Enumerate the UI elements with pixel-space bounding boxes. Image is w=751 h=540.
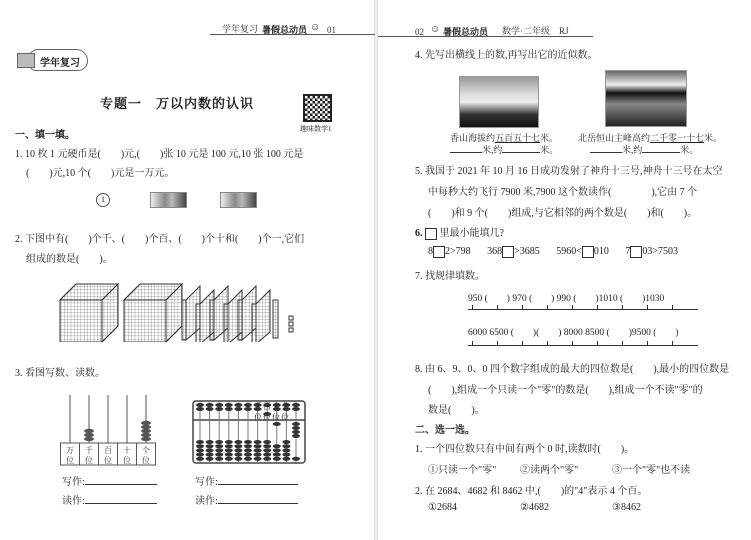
abacus-bead [234, 444, 242, 448]
abacus-bead [282, 440, 290, 444]
number-row-2: 6000 6500 ( )( ) 8000 8500 ( )9500 ( ) [468, 328, 679, 338]
abacus-bead [215, 448, 223, 452]
badge-label: 学年复习 [40, 58, 80, 69]
abacus-bead [254, 457, 262, 461]
q5-line1: 5. 我国于 2021 年 10 月 16 日成功发射了神舟十三号,神舟十三号在太空 [415, 166, 723, 177]
svg-text:位: 位 [142, 456, 150, 465]
abacus-bead [263, 453, 271, 457]
abacus-bead [282, 444, 290, 448]
tick-mark [672, 305, 673, 309]
abacus-bead [141, 437, 151, 441]
abacus-bead [234, 453, 242, 457]
q8-line2: ( ),组成一个只读一个"零"的数是( ),组成一个不读"零"的 [428, 385, 703, 396]
abacus-bead [263, 448, 271, 452]
abacus-bead [225, 457, 233, 461]
write-label-2: 写作: [195, 473, 298, 488]
abacus-bead [215, 403, 223, 407]
c1-option-1[interactable]: ①只读一个"零" [428, 465, 497, 476]
tick-mark [622, 341, 623, 345]
unit-cube [289, 316, 293, 320]
unit-cube [289, 322, 293, 326]
page-number: 02 [415, 27, 424, 37]
abacus-place-labels: 千百十个 位位位位 [254, 402, 290, 422]
header-subject: 数学·二年级 RJ [502, 26, 569, 36]
c2-option-2[interactable]: ②4682 [520, 502, 549, 513]
abacus-bead [234, 440, 242, 444]
photo2-caption: 北岳恒山主峰高约二千零一十七米。 [578, 133, 723, 143]
abacus-bead [273, 453, 281, 457]
q6-line: 6. 里最小能填几? [415, 228, 504, 239]
coin-icon: 1 [96, 193, 110, 207]
svg-text:位: 位 [123, 456, 131, 465]
qr-code[interactable] [303, 94, 332, 122]
header-brand: 暑假总动员 [443, 28, 489, 38]
photo-hengshan [605, 70, 687, 127]
photo1-blanks: 米,约 米。 [450, 143, 558, 156]
abacus-bead [84, 433, 94, 437]
abacus-bead [215, 453, 223, 457]
abacus-bead [215, 407, 223, 411]
abacus-bead [215, 444, 223, 448]
abacus-bead [141, 425, 151, 429]
tick-mark [572, 341, 573, 345]
abacus-bead [206, 440, 214, 444]
place-label: 个 [142, 446, 150, 455]
abacus-bead [84, 429, 94, 433]
hundred-flats [182, 286, 270, 342]
header-brand: 暑假总动员 [262, 26, 308, 36]
abacus-bead [234, 407, 242, 411]
read-label-2: 读作: [195, 492, 298, 507]
abacus-bead [234, 448, 242, 452]
q8-line3: 数是( )。 [428, 405, 485, 416]
q5-line3: ( )和 9 个( )组成,与它相邻的两个数是( )和( )。 [428, 208, 698, 219]
thousand-cube [60, 284, 118, 342]
tick-mark [597, 305, 598, 309]
place-label: 十 [123, 446, 131, 455]
header-section: 学年复习 [222, 24, 259, 34]
part-heading-fill: 一、填一填。 [15, 130, 75, 141]
tick-mark [497, 341, 498, 345]
abacus-bead [206, 448, 214, 452]
ten-rod [273, 300, 278, 338]
abacus-bead [196, 444, 204, 448]
abacus-bead [141, 429, 151, 433]
c2-line: 2. 在 2684、4682 和 8462 中,( )的"4"表示 4 个百。 [415, 486, 648, 497]
number-line-1 [468, 309, 698, 310]
abacus-bead [206, 407, 214, 411]
c1-option-2[interactable]: ②读两个"零" [520, 465, 579, 476]
qr-caption: 趣味数学1 [300, 125, 332, 133]
abacus-bead [234, 403, 242, 407]
part-heading-choose: 二、选一选。 [415, 425, 475, 436]
q8-line1: 8. 由 6、9、0、0 四个数字组成的最大的四位数是( ),最小的四位数是 [415, 364, 730, 375]
tick-mark [672, 341, 673, 345]
q6-item: 8 2>798 [428, 246, 471, 258]
section-badge [14, 47, 90, 73]
abacus-bead [244, 444, 252, 448]
abacus-bead [206, 457, 214, 461]
photo1-caption: 香山海拔约五百五十七米。 [450, 133, 559, 143]
abacus-bead [254, 440, 262, 444]
number-line-2 [468, 345, 698, 346]
q6-item: 5960< 010 [556, 246, 609, 258]
book-icon [17, 53, 35, 68]
cartoon-icon: ☺ [310, 22, 321, 33]
abacus-bead [225, 453, 233, 457]
tick-mark [622, 305, 623, 309]
abacus-bead [206, 403, 214, 407]
abacus-bead [196, 457, 204, 461]
banknote-100-image [220, 192, 257, 208]
abacus-bead [225, 444, 233, 448]
tick-mark [497, 305, 498, 309]
tick-mark [572, 305, 573, 309]
q6-item: 368 >3685 [487, 246, 540, 258]
page-number: 01 [327, 25, 336, 35]
number-row-1: 950 ( ) 970 ( ) 990 ( )1010 ( )1030 [468, 294, 665, 304]
abacus-bead [215, 440, 223, 444]
abacus-bead [196, 440, 204, 444]
banknote-10-image [150, 192, 187, 208]
tick-mark [547, 305, 548, 309]
tick-mark [547, 341, 548, 345]
abacus-bead [196, 453, 204, 457]
page-gutter [374, 0, 378, 540]
read-label-1: 读作: [62, 492, 157, 507]
abacus-bead [234, 457, 242, 461]
c1-line: 1. 一个四位数只有中间有两个 0 时,读数时( )。 [415, 444, 635, 455]
tick-mark [597, 341, 598, 345]
abacus-bead [244, 403, 252, 407]
tick-mark [522, 341, 523, 345]
abacus-bead [282, 453, 290, 457]
unit-cube [289, 328, 293, 332]
c2-option-1[interactable]: ①2684 [428, 502, 457, 513]
cartoon-icon: ☺ [430, 24, 441, 35]
abacus-bead [141, 433, 151, 437]
abacus-bead [292, 434, 300, 438]
q1-line2: ( )元,10 个( )元是一万元。 [26, 168, 175, 179]
page-title: 专题一 万以内数的认识 [100, 97, 255, 112]
abacus-bead [254, 444, 262, 448]
photo-xiangshan [459, 76, 539, 128]
q4-line: 4. 先写出横线上的数,再写出它的近似数。 [415, 50, 598, 61]
c1-option-3[interactable]: ③一个"零"也不读 [612, 465, 691, 476]
svg-text:位: 位 [85, 456, 93, 465]
abacus-bead [225, 403, 233, 407]
abacus-bead [273, 444, 281, 448]
q6-item: 7 03>7503 [625, 246, 679, 258]
abacus-bead [244, 453, 252, 457]
abacus-bead [215, 457, 223, 461]
abacus-simple [60, 395, 160, 467]
tick-mark [472, 341, 473, 345]
abacus-bead [141, 421, 151, 425]
abacus-bead [84, 437, 94, 441]
abacus-bead [196, 407, 204, 411]
tick-mark [647, 341, 648, 345]
abacus-bead [225, 440, 233, 444]
q7-line: 7. 找规律填数。 [415, 271, 485, 282]
q5-line2: 中每秒大约飞行 7900 米,7900 这个数读作( ),它由 7 个 [428, 187, 698, 198]
abacus-bead [292, 407, 300, 411]
abacus-bead [244, 407, 252, 411]
abacus-bead [273, 457, 281, 461]
place-label: 万 [66, 446, 74, 455]
abacus-bead [206, 444, 214, 448]
abacus-bead [292, 457, 300, 461]
q3-line: 3. 看图写数、读数。 [15, 368, 105, 379]
abacus-bead [196, 448, 204, 452]
q2-line2: 组成的数是( )。 [26, 254, 113, 265]
abacus-bead [254, 448, 262, 452]
photo2-blanks: 米,约 米。 [590, 143, 698, 156]
abacus-bead [263, 444, 271, 448]
abacus-bead [292, 422, 300, 426]
abacus-bead [263, 457, 271, 461]
tick-mark [522, 305, 523, 309]
abacus-bead [273, 448, 281, 452]
abacus-bead [244, 448, 252, 452]
abacus-bead [292, 426, 300, 430]
abacus-bead [292, 430, 300, 434]
thousand-cube [124, 284, 182, 342]
base-ten-blocks [58, 280, 298, 342]
abacus-bead [225, 448, 233, 452]
abacus-bead [254, 453, 262, 457]
abacus-bead [282, 457, 290, 461]
q6-items [428, 246, 678, 258]
tick-mark [647, 305, 648, 309]
q2-line1: 2. 下图中有( )个千、( )个百、( )个十和( )个一,它们 [15, 234, 305, 245]
abacus-bead [244, 440, 252, 444]
abacus-bead [244, 457, 252, 461]
tick-mark [472, 305, 473, 309]
abacus-bead [263, 440, 271, 444]
abacus-bead [282, 448, 290, 452]
place-label: 百 [104, 446, 112, 455]
abacus-bead [225, 407, 233, 411]
c2-option-3[interactable]: ③8462 [612, 502, 641, 513]
svg-text:位: 位 [104, 456, 112, 465]
abacus-bead [206, 453, 214, 457]
svg-text:位: 位 [66, 456, 74, 465]
place-label: 千 [85, 446, 93, 455]
abacus-bead [292, 403, 300, 407]
write-label-1: 写作: [62, 473, 157, 488]
q1-line1: 1. 10 枚 1 元硬币是( )元,( )张 10 元是 100 元,10 张 100 元是 [15, 149, 304, 160]
abacus-bead [196, 403, 204, 407]
